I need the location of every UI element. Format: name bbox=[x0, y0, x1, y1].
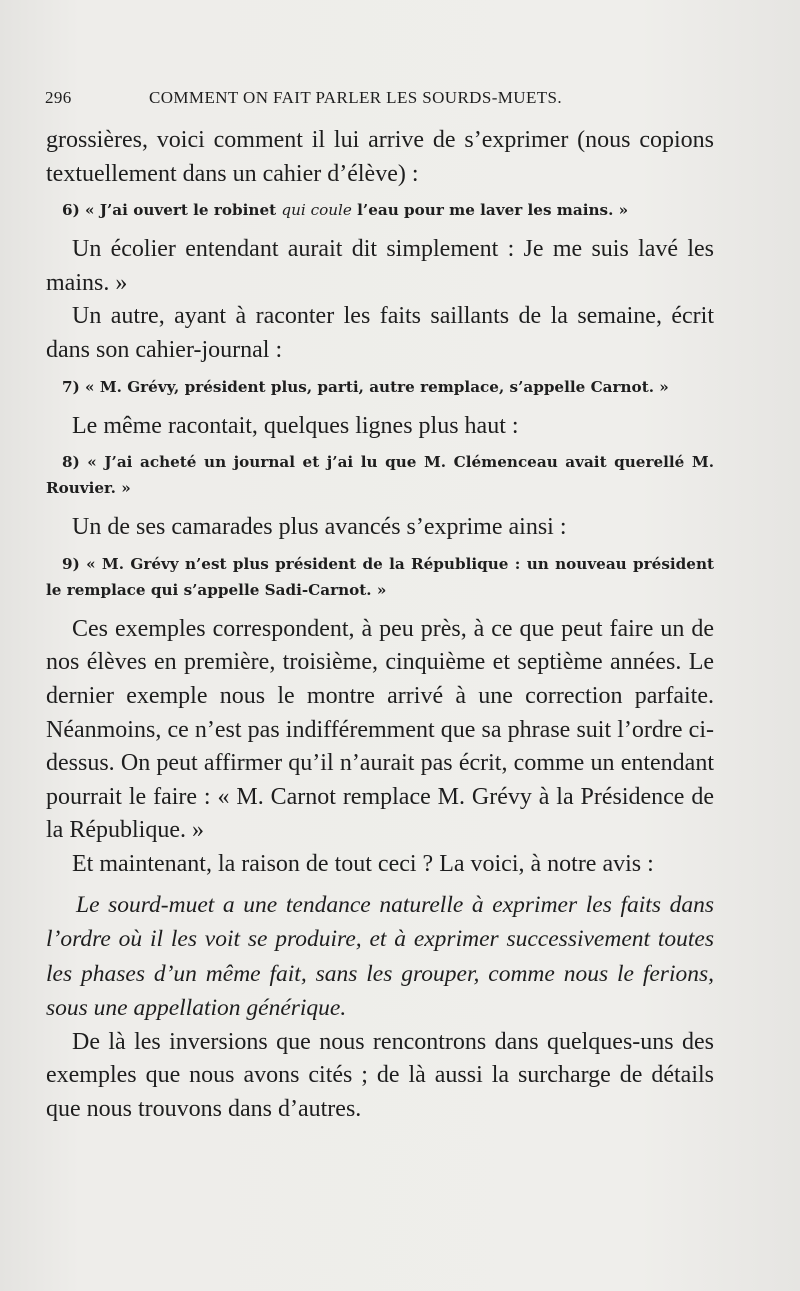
example-6 bbox=[46, 197, 714, 223]
page-number: 296 bbox=[45, 88, 72, 107]
example-6-italic: qui coule bbox=[281, 201, 352, 220]
paragraph-1: grossières, voici comment il lui arrive de s’exprimer (nous copions textuellement dans un cahier d’élève) : bbox=[46, 127, 714, 187]
paragraph-7: Et maintenant, la raison de tout ceci ? La voici, à notre avis : bbox=[72, 850, 654, 877]
paragraph-9: De là les inversions que nous rencontrons dans quelques-uns des exemples que nous avons cités ; de là aussi la surcharge de détails que nous trouvons dans d’autres. bbox=[46, 1028, 714, 1122]
paragraph-5: Un de ses camarades plus avancés s’exprime ainsi : bbox=[72, 514, 567, 541]
page-body bbox=[46, 124, 714, 1126]
example-8: 8) « J’ai acheté un journal et j’ai lu que M. Clémenceau avait querellé M. Rouvier. » bbox=[46, 453, 714, 498]
paragraph-4: Le même racontait, quelques lignes plus haut : bbox=[72, 412, 519, 439]
example-9: 9) « M. Grévy n’est plus président de la République : un nouveau président le remplace qui s’appelle Sadi-Carnot. » bbox=[46, 554, 714, 599]
paragraph-6: Ces exemples correspondent, à peu près, à ce que peut faire un de nos élèves en première, troisième, cinquième et septième années. Le dernier exemple nous le montre arrivé à une correction parfaite. Néanmoins, ce n’est pas indifféremment que sa phrase suit l’ordre ci-dessus. On peut affirmer qu’il n’aurait pas écrit, comme un entendant pourrait le faire : « M. Carnot remplace M. Grévy à la Présidence de la République. » bbox=[46, 615, 714, 844]
example-7: 7) « M. Grévy, président plus, parti, autre remplace, s’appelle Carnot. » bbox=[62, 377, 669, 396]
paragraph-2: Un écolier entendant aurait dit simplement : Je me suis lavé les mains. » bbox=[46, 236, 714, 296]
paragraph-8-italic: Le sourd-muet a une tendance naturelle à exprimer les faits dans l’ordre où il les voit se produire, et à exprimer successivement toutes les phases d’un même fait, sans les grouper, comme nous le ferions, sous une appellation générique. bbox=[46, 891, 714, 1021]
paragraph-3: Un autre, ayant à raconter les faits saillants de la semaine, écrit dans son cahier-journal : bbox=[46, 303, 714, 363]
example-6-start: 6) « J’ai ouvert le robinet bbox=[62, 201, 282, 220]
running-title: COMMENT ON FAIT PARLER LES SOURDS-MUETS. bbox=[149, 88, 563, 107]
example-6-end: l’eau pour me laver les mains. » bbox=[351, 201, 629, 220]
